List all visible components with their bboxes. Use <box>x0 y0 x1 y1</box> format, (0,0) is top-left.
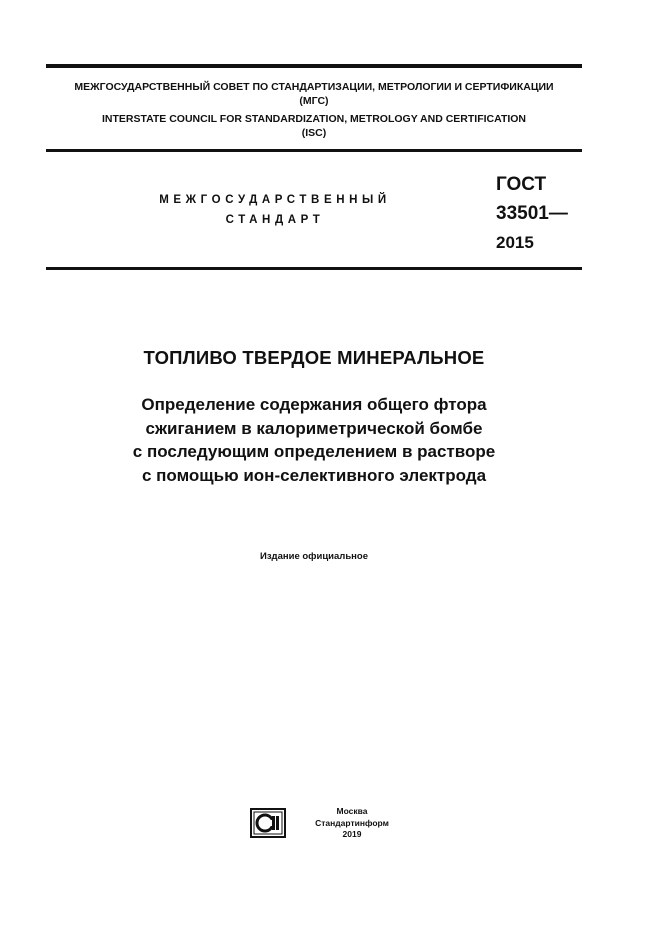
document-subtitle <box>46 393 582 487</box>
standartinform-logo-icon <box>250 808 286 838</box>
standard-type-line2: СТАНДАРТ <box>225 214 325 226</box>
standard-type-line1: МЕЖГОСУДАРСТВЕННЫЙ <box>159 194 391 206</box>
top-rule <box>46 64 582 68</box>
subtitle-line: Определение содержания общего фтора <box>141 395 487 414</box>
publisher-year: 2019 <box>342 829 362 839</box>
gost-designation <box>496 170 568 257</box>
subtitle-line: с помощью ион-селективного электрода <box>141 465 487 485</box>
header-rule <box>46 149 582 152</box>
subtitle-line: с последующим определением в растворе <box>132 442 496 461</box>
council-ru-abbr: (МГС) <box>299 95 329 107</box>
publisher-block <box>312 806 392 841</box>
publisher-name: Стандартинформ <box>315 817 389 828</box>
council-en-abbr: (ISC) <box>301 127 327 139</box>
subtitle-line: сжиганием в калориметрической бомбе <box>145 418 483 438</box>
council-ru: МЕЖГОСУДАРСТВЕННЫЙ СОВЕТ ПО СТАНДАРТИЗАЦИИ, МЕТРОЛОГИИ И СЕРТИФИКАЦИИ <box>74 81 554 93</box>
designation-rule <box>46 267 582 270</box>
gost-prefix: ГОСТ <box>496 174 547 195</box>
gost-year: 2015 <box>496 233 534 252</box>
gost-number: 33501— <box>496 203 568 224</box>
edition-label: Издание официальное <box>260 551 368 562</box>
council-en: INTERSTATE COUNCIL FOR STANDARDIZATION, METROLOGY AND CERTIFICATION <box>101 113 527 125</box>
publisher-city: Москва <box>336 806 368 816</box>
document-title: ТОПЛИВО ТВЕРДОЕ МИНЕРАЛЬНОЕ <box>143 347 485 368</box>
